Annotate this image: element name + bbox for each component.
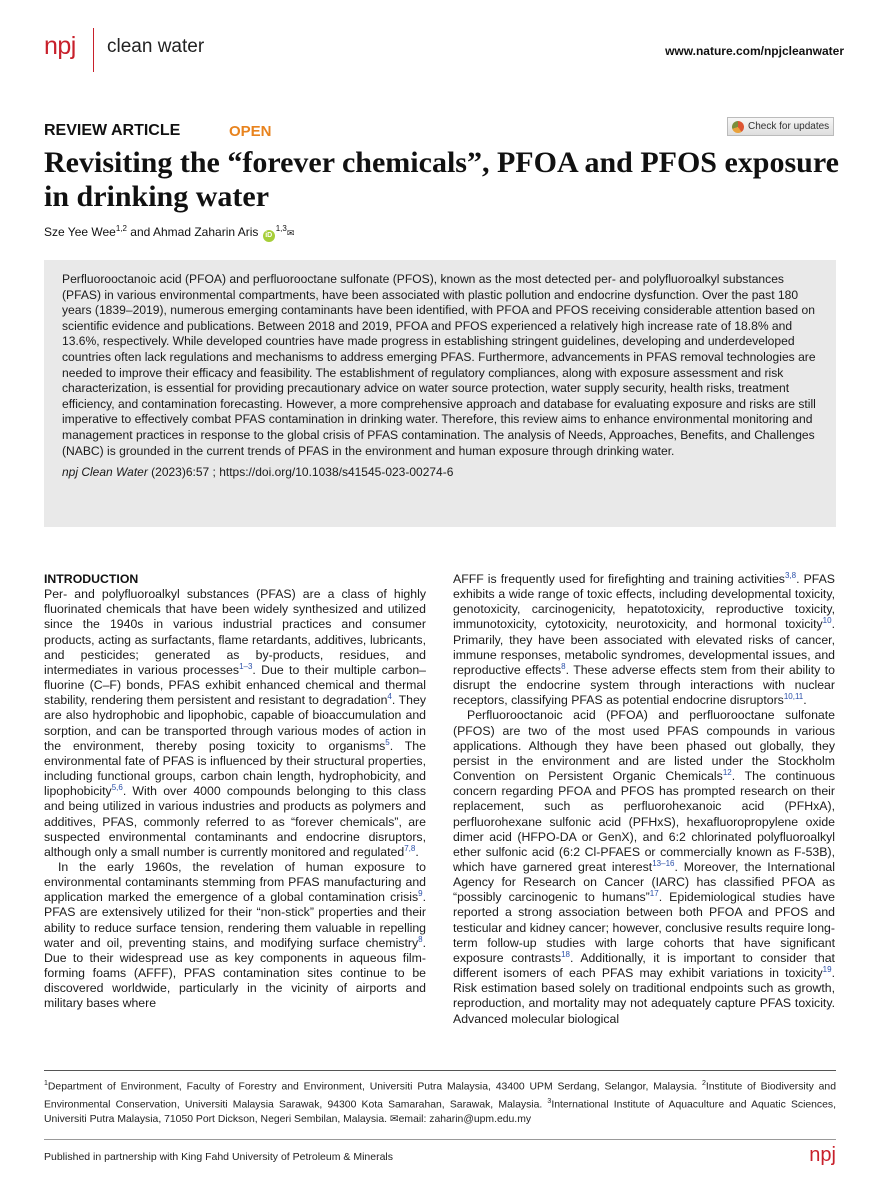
reference-link[interactable]: 19 bbox=[822, 964, 832, 974]
crossmark-icon bbox=[732, 121, 744, 133]
article-title: Revisiting the “forever chemicals”, PFOA and PFOS exposure in drinking water bbox=[44, 146, 839, 213]
reference-link[interactable]: 9 bbox=[418, 889, 423, 899]
citation-journal: npj Clean Water bbox=[62, 465, 148, 480]
check-for-updates-button[interactable] bbox=[727, 117, 834, 136]
page-footer-divider bbox=[44, 1139, 836, 1140]
reference-link[interactable]: 3,8 bbox=[784, 570, 797, 580]
article-type: REVIEW ARTICLE bbox=[44, 122, 181, 139]
abstract-text: Perfluorooctanoic acid (PFOA) and perfluorooctane sulfonate (PFOS), known as the most detected per- and polyfluoroalkyl substances (PFAS) in various environmental compartments, have been associated with plastic pollution and endocrine dysfunction. Over the past 180 years (1839–2019), numerous emerging contaminants have been identified, with PFOA and PFOS receiving considerable attention based on scientific evidence and publications. Between 2018 and 2019, PFOA and PFOS experienced a relatively high increase rate of 18.8% and 13.6%, respectively. While developed countries have made progress in establishing stringent guidelines, developing and underdeveloped countries often lack regulations and mechanisms to address emerging PFAS. Furthermore, advancements in PFAS removal technologies are needed to improve their efficacy and feasibility. The establishment of regulatory compliances, along with exposure assessment and risk characterization, is essential for providing precautionary advice on water source protection, water supply security, health risks, treatment efficiency, and contamination forecasting. However, a more comprehensive approach and database for evaluating exposure and risks are still imperative to effectively combat PFAS contamination in drinking water. Therefore, this review aims to enhance environmental monitoring and management practices in response to the global crisis of PFAS contamination. The analysis of Needs, Approaches, Benefits, and Challenges (NABC) is grounded in the current trends of PFAS in the environment and human exposure through drinking water. bbox=[62, 272, 816, 458]
citation-line bbox=[62, 465, 818, 479]
reference-link[interactable]: 7,8 bbox=[404, 843, 416, 853]
affiliations-footnote: $^1$Department of Environment, Faculty of Forestry and Environment, Universiti Putra Malaysia, 43400 UPM Serdang, Selangor, Malaysia. $^2$Institute of Biodiversity and Environmental Conservation, Universiti Malaysia Sarawak, 94300 Kota Samarahan, Sarawak, Malaysia. $^3$International Institute of Aquaculture and Aquatic Sciences, Universiti Putra Malaysia, 71050 Port Dickson, Negeri Sembilan, Malaysia. ✉email: zaharin@upm.edu.my bbox=[44, 1080, 836, 1125]
npj-logo[interactable]: npj bbox=[44, 32, 76, 60]
section-heading: INTRODUCTION bbox=[44, 572, 139, 586]
author-affiliation-ref: 1,3 bbox=[275, 224, 287, 233]
body-paragraph: AFFF is frequently used for firefighting and training activities$^{3,8}$. PFAS exhibits a wide range of toxic effects, including developmental toxicity, genotoxicity, carcinogenicity, hepatotoxicity, reproductive toxicity, immunotoxicity, cytotoxicity, neurotoxicity, and hormonal toxicity$^{10}$. Primarily, they have been associated with elevated risks of cancer, immune responses, metabolic syndromes, developmental issues, and reproductive effects$^8$. These adverse effects stem from their ability to disrupt the endocrine system through interactions with nuclear receptors, classifying PFAS as potential endocrine disruptors$^{10,11}$. bbox=[453, 570, 836, 708]
reference-link[interactable]: 5 bbox=[385, 737, 390, 747]
journal-url-link[interactable]: www.nature.com/npjcleanwater bbox=[665, 44, 844, 58]
author-name[interactable]: Sze Yee Wee bbox=[44, 225, 116, 239]
body-column-right bbox=[453, 572, 835, 1027]
reference-link[interactable]: 8 bbox=[561, 661, 566, 671]
reference-link[interactable]: 10 bbox=[822, 616, 832, 626]
email-icon[interactable]: ✉ bbox=[286, 228, 295, 238]
author-separator: and bbox=[126, 225, 153, 239]
citation-doi[interactable]: (2023)6:57 ; https://doi.org/10.1038/s41545-023-00274-6 bbox=[147, 465, 454, 480]
partnership-note: Published in partnership with King Fahd University of Petroleum & Minerals bbox=[44, 1151, 393, 1163]
journal-header bbox=[44, 28, 844, 72]
body-paragraph: Perfluorooctanoic acid (PFOA) and perfluorooctane sulfonate (PFOS) are two of the most used PFAS compounds in various applications. Although they have been phased out globally, they persist in the environment and are listed under the Stockholm Convention on Persistent Organic Chemicals$^{12}$. The continuous concern regarding PFOA and PFOS has prompted research on their replacement, such as perfluorohexanoic acid (PFHxA), perfluorohexane sulfonic acid (PFHxS), hexafluoropropylene oxide dimer acid (HFPO-DA or GenX), and 6:2 chlorinated polyfluoroalkyl ether sulfonic acid (6:2 Cl-PFAES or commercially known as F-53B), which have garnered great interest$^{13-16}$. Moreover, the International Agency for Research on Cancer (IARC) has classified PFOA as “possibly carcinogenic to humans”$^{17}$. Epidemiological studies have reported a strong association between both PFOA and PFOS and testicular and kidney cancer; however, conclusive results require long-term follow-up studies with large cohorts that have significant exposure contrasts$^{18}$. Additionally, it is important to consider that different isomers of each PFAS may exhibit variations in toxicity$^{19}$. Risk estimation based solely on traditional endpoints such as growth, reproduction, and mortality may not adequately capture PFAS toxicity. Advanced molecular biological bbox=[453, 708, 835, 1026]
corresponding-email[interactable]: email: zaharin@upm.edu.my bbox=[398, 1113, 532, 1125]
header-divider bbox=[93, 28, 94, 72]
body-paragraph: In the early 1960s, the revelation of human exposure to environmental contaminants stemming from PFAS manufacturing and application marked the emergence of a global contamination crisis$^9$. PFAS are extensively utilized for their “non-stick” properties and their ability to reduce surface tension, rendering them valuable in repelling water and oil, preventing stains, and modifying surface chemistry$^8$. Due to their widespread use as key components in aqueous film-forming foams (AFFF), PFAS contamination sites continue to be discovered worldwide, particularly in the vicinity of airports and military bases where bbox=[44, 859, 426, 1011]
body-paragraph: Per- and polyfluoroalkyl substances (PFAS) are a class of highly fluorinated chemicals that have been widely synthesized and utilized since the 1940s in various industrial practices and consumer products, acting as surfactants, flame retardants, additives, lubricants, and pesticides; generated as by-products, residues, and intermediates in various processes$^{1-3}$. Due to their multiple carbon–fluorine (C–F) bonds, PFAS exhibit enhanced chemical and thermal stability, rendering them persistent and resistant to degradation$^4$. They are also hydrophobic and lipophobic, capable of bioaccumulation and sorption, and can be transported through various modes of action in the environment, thereby posing toxicity to organisms$^5$. The environmental fate of PFAS is influenced by their structural properties, including functional groups, carbon chain length, hydrophobicity, and lipophobicity$^{5,6}$. With over 4000 compounds belonging to this class and being utilized in various industries and products as polymers and additives, PFAS, commonly referred to as “forever chemicals”, are suspected environmental contaminants and endocrine disruptors, although only a small number is currently monitored and regulated$^{7,8}$. bbox=[44, 587, 427, 859]
reference-link[interactable]: 17 bbox=[649, 889, 659, 899]
author-name[interactable]: Ahmad Zaharin Aris bbox=[153, 225, 259, 239]
footnote-divider bbox=[44, 1070, 836, 1071]
npj-footer-logo: npj bbox=[809, 1144, 836, 1166]
open-access-badge: OPEN bbox=[229, 123, 272, 140]
reference-link[interactable]: 5,6 bbox=[111, 783, 123, 793]
reference-link[interactable]: 18 bbox=[561, 949, 570, 959]
check-updates-label: Check for updates bbox=[748, 121, 830, 132]
author-list bbox=[44, 224, 294, 242]
reference-link[interactable]: 10,11 bbox=[783, 692, 804, 702]
reference-link[interactable]: 4 bbox=[387, 692, 392, 702]
orcid-icon[interactable]: iD bbox=[263, 230, 275, 242]
journal-name: clean water bbox=[107, 36, 205, 57]
body-column-left bbox=[44, 572, 426, 1012]
reference-link[interactable]: 1–3 bbox=[239, 661, 253, 671]
abstract-box bbox=[44, 260, 836, 527]
email-icon: ✉ bbox=[389, 1113, 399, 1125]
author-affiliation-ref: 1,2 bbox=[115, 224, 127, 233]
reference-link[interactable]: 13–16 bbox=[652, 858, 675, 868]
reference-link[interactable]: 8 bbox=[418, 934, 423, 944]
reference-link[interactable]: 12 bbox=[722, 767, 732, 777]
